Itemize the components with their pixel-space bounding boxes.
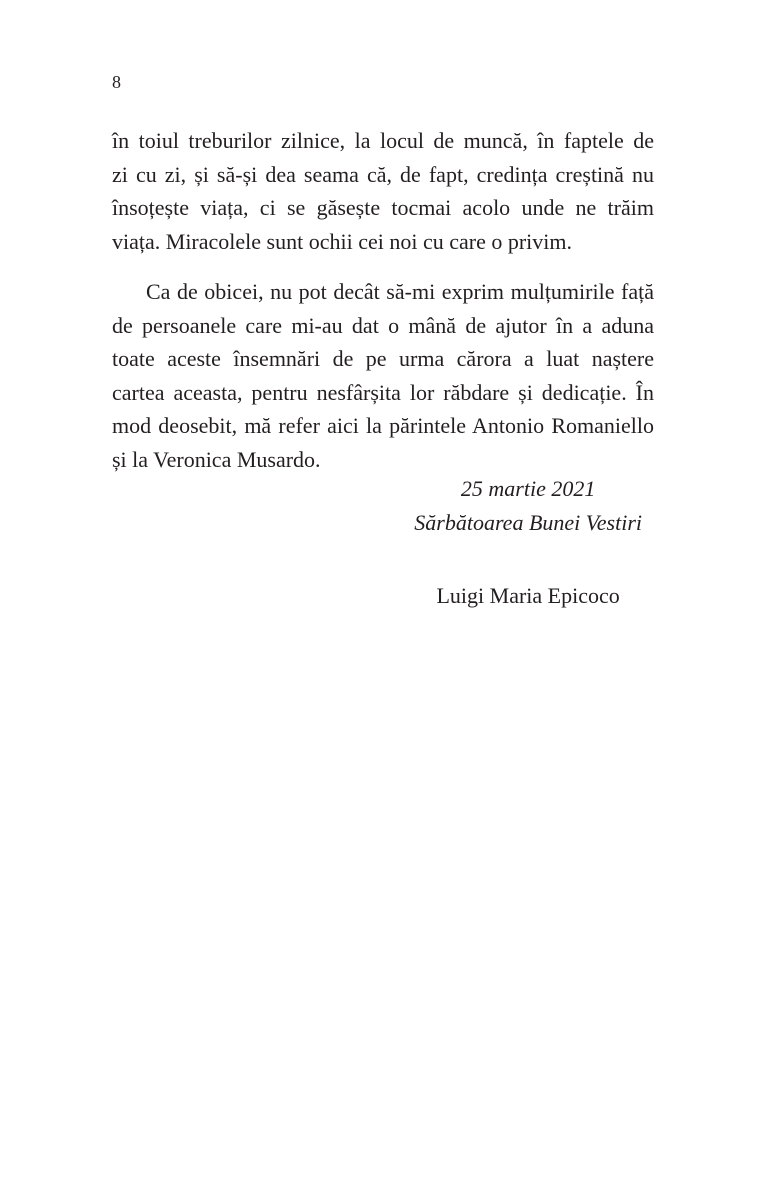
paragraph-2-line-4: cartea aceasta, pentru nesfârșita lor răbdare și dedicație. În [112, 379, 654, 405]
paragraph-1-line-2: zi cu zi, și să-și dea seama că, de fapt, credința creștină nu [112, 161, 654, 187]
signature-feast: Sărbătoarea Bunei Vestiri [414, 509, 642, 535]
paragraph-1-line-1: în toiul treburilor zilnice, la locul de muncă, în faptele de [112, 128, 654, 153]
paragraph-1 [112, 124, 654, 258]
signature-author: Luigi Maria Epicoco [436, 583, 620, 608]
signature-date: 25 martie 2021 [460, 476, 596, 501]
paragraph-1-line-4: viața. Miracolele sunt ochii cei noi cu care o privim. [112, 228, 573, 254]
paragraph-1-line-3: însoțește viața, ci se găsește tocmai acolo unde ne trăim [112, 195, 654, 220]
page-number: 8 [112, 72, 121, 92]
paragraph-2-line-2: de persoanele care mi-au dat o mână de ajutor în a aduna [112, 312, 654, 338]
paragraph-2-line-1: Ca de obicei, nu pot decât să-mi exprim mulțumirile față [146, 279, 654, 304]
paragraph-2 [112, 275, 654, 476]
paragraph-2-line-6: și la Veronica Musardo. [112, 446, 321, 472]
signature-block [414, 472, 642, 613]
paragraph-2-line-3: toate aceste însemnări de pe urma cărora a luat naștere [112, 346, 654, 371]
paragraph-2-line-5: mod deosebit, mă refer aici la părintele Antonio Romaniello [112, 413, 654, 438]
body-text [112, 124, 654, 476]
